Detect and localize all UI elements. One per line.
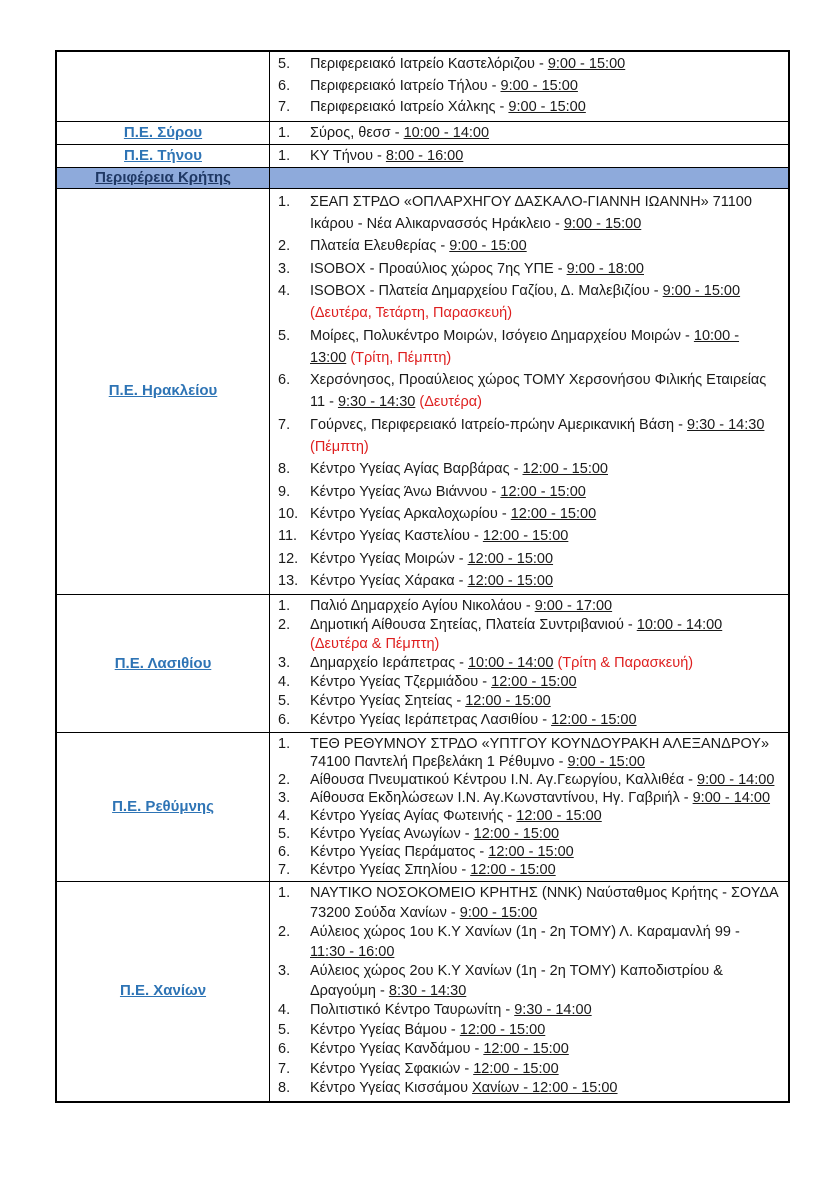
item-hours: 12:00 - 15:00 — [551, 712, 637, 729]
item-hours: 9:00 - 14:00 — [692, 790, 771, 807]
item-hours: 12:00 - 15:00 — [465, 693, 551, 710]
item-text — [310, 1079, 778, 1099]
item-number: 2. — [278, 617, 291, 634]
item-number: 6. — [278, 712, 291, 729]
item-days-note: (Πέμπτη) — [310, 439, 369, 456]
region-link[interactable]: Π.Ε. Τήνου — [124, 146, 202, 164]
item-number: 1. — [278, 885, 291, 902]
list-item — [278, 1060, 778, 1080]
item-hours: 12:00 - 15:00 — [510, 505, 597, 522]
item-location: Πλατεία Ελευθερίας - — [310, 238, 450, 255]
item-location: Χερσόνησος, Προαύλειος χώρος ΤΟΜΥ Χερσονήσου Φιλικής Εταιρείας 11 - — [310, 372, 767, 411]
item-number: 1. — [278, 193, 291, 210]
item-text — [310, 962, 778, 1001]
region-cell — [57, 52, 270, 121]
list-item — [278, 1040, 778, 1060]
item-hours: 10:00 - 13:00 — [310, 327, 740, 366]
item-text — [310, 325, 778, 370]
item-location: Κέντρο Υγείας Σπηλίου - — [310, 862, 471, 879]
list-item — [278, 597, 778, 616]
table-row — [57, 189, 788, 595]
item-text — [310, 884, 778, 923]
list-item — [278, 673, 778, 692]
item-hours: 9:00 - 15:00 — [459, 904, 538, 921]
item-location: Κέντρο Υγείας Αρκαλοχωρίου - — [310, 505, 511, 522]
item-number: 13. — [278, 572, 299, 589]
item-text — [310, 1001, 778, 1021]
item-location: Αίθουσα Πνευματικού Κέντρου Ι.Ν. Αγ.Γεωργίου, Καλλιθέα - — [310, 772, 698, 789]
item-hours: 12:00 - 15:00 — [473, 1060, 559, 1077]
item-location: ΚΥ Τήνου - — [310, 147, 386, 164]
item-location: Σύρος, θεσσ - — [310, 124, 404, 141]
list-item — [278, 692, 778, 711]
list-item — [278, 458, 778, 480]
list-item — [278, 771, 778, 789]
item-text — [310, 843, 778, 861]
item-text — [310, 807, 778, 825]
item-hours: 9:00 - 15:00 — [500, 77, 578, 94]
item-number: 4. — [278, 808, 291, 825]
list-item — [278, 923, 778, 962]
item-text — [310, 235, 778, 257]
item-number: 6. — [278, 1041, 291, 1058]
list-item — [278, 548, 778, 570]
items-cell — [270, 595, 788, 732]
table-row — [57, 145, 788, 168]
item-hours: 9:30 - 14:00 — [514, 1002, 592, 1019]
item-location: Κέντρο Υγείας Άνω Βιάννου - — [310, 483, 501, 500]
region-link[interactable]: Π.Ε. Λασιθίου — [114, 654, 212, 672]
list-item — [278, 414, 778, 459]
item-location: Δημοτική Αίθουσα Σητείας, Πλατεία Συντριβανιού - — [310, 617, 637, 634]
item-hours: 11:30 - 16:00 — [310, 943, 395, 960]
list-item — [278, 1001, 778, 1021]
item-number: 7. — [278, 862, 291, 879]
item-number: 4. — [278, 282, 291, 299]
item-location: ΤΕΘ ΡΕΘΥΜΝΟΥ ΣΤΡΔΟ «ΥΠΤΓΟΥ ΚΟΥΝΔΟΥΡΑΚΗ ΑΛΕΞΑΝΔΡΟΥ» 74100 Παντελή Πρεβελάκη 1 Ρέθυμνο - — [310, 736, 770, 771]
item-location: Κέντρο Υγείας Αγίας Φωτεινής - — [310, 808, 517, 825]
list-item — [278, 525, 778, 547]
item-number: 12. — [278, 550, 299, 567]
item-location: ΝΑΥΤΙΚΟ ΝΟΣΟΚΟΜΕΙΟ ΚΡΗΤΗΣ (ΝΝΚ) Ναύσταθμος Κρήτης - ΣΟΥΔΑ 73200 Σούδα Χανίων - — [310, 885, 778, 921]
item-text — [310, 654, 778, 673]
item-location: Κέντρο Υγείας Κανδάμου - — [310, 1041, 484, 1058]
item-text — [310, 711, 778, 730]
item-number: 7. — [278, 99, 291, 116]
item-number: 8. — [278, 1080, 291, 1097]
list-item — [278, 735, 778, 771]
item-text — [310, 414, 778, 459]
region-link[interactable]: Π.Ε. Ηρακλείου — [108, 382, 218, 400]
list-item — [278, 825, 778, 843]
list-item — [278, 235, 778, 257]
item-location: Κέντρο Υγείας Σφακιών - — [310, 1060, 474, 1077]
item-number: 4. — [278, 674, 291, 691]
item-hours: 9:00 - 15:00 — [567, 754, 645, 771]
list-item — [278, 789, 778, 807]
item-days-note: (Δευτέρα & Πέμπτη) — [310, 636, 440, 653]
list-item — [278, 570, 778, 592]
item-number: 4. — [278, 1002, 291, 1019]
list-item — [278, 962, 778, 1001]
item-hours: Χανίων - 12:00 - 15:00 — [472, 1080, 618, 1097]
list-item — [278, 481, 778, 503]
item-hours: 9:00 - 15:00 — [547, 56, 626, 72]
items-cell — [270, 122, 788, 144]
item-location: Αίθουσα Εκδηλώσεων Ι.Ν. Αγ.Κωνσταντίνου, Ηγ. Γαβριήλ - — [310, 790, 693, 807]
item-hours: 12:00 - 15:00 — [459, 1021, 546, 1038]
item-text — [310, 923, 778, 962]
item-location: Κέντρο Υγείας Ανωγίων - — [310, 826, 474, 843]
item-text — [310, 124, 778, 142]
items-cell — [270, 52, 788, 121]
item-location: Πολιτιστικό Κέντρο Ταυρωνίτη - — [310, 1002, 515, 1019]
list-item — [278, 97, 778, 119]
table-row — [57, 595, 788, 733]
item-hours: 12:00 - 15:00 — [467, 572, 554, 589]
item-text — [310, 548, 778, 570]
item-hours: 12:00 - 15:00 — [491, 674, 577, 691]
item-location: ΣΕΑΠ ΣΤΡΔΟ «ΟΠΛΑΡΧΗΓΟΥ ΔΑΣΚΑΛΟ-ΓΙΑΝΝΗ ΙΩΑΝΝΗ» 71100 Ικάρου - Νέα Αλικαρνασσός Ηράκλειο - — [310, 193, 752, 233]
list-item — [278, 654, 778, 673]
list-item — [278, 807, 778, 825]
item-location: Περιφερειακό Ιατρείο Χάλκης - — [310, 99, 509, 116]
item-days-note: (Τρίτη, Πέμπτη) — [346, 349, 452, 366]
items-cell — [270, 882, 788, 1101]
item-number: 7. — [278, 1060, 291, 1077]
region-link[interactable]: Π.Ε. Χανίων — [119, 982, 207, 1000]
item-text — [310, 481, 778, 503]
items-cell — [270, 189, 788, 594]
item-hours: 9:00 - 15:00 — [563, 216, 642, 233]
list-item — [278, 1079, 778, 1099]
item-hours: 10:00 - 14:00 — [467, 655, 554, 672]
item-location: Μοίρες, Πολυκέντρο Μοιρών, Ισόγειο Δημαρχείου Μοιρών - — [310, 327, 694, 344]
region-cell — [57, 168, 270, 188]
item-number: 2. — [278, 772, 291, 789]
item-text — [310, 597, 778, 616]
region-cell — [57, 189, 270, 594]
item-hours: 9:00 - 18:00 — [566, 260, 644, 277]
item-text — [310, 525, 778, 547]
item-number: 5. — [278, 693, 291, 710]
item-location: Κέντρο Υγείας Τζερμιάδου - — [310, 674, 492, 691]
table-row — [57, 122, 788, 145]
list-item — [278, 616, 778, 654]
list-item — [278, 124, 778, 142]
item-location: Αύλειος χώρος 2ου Κ.Υ Χανίων (1η - 2η ΤΟΜΥ) Καποδιστρίου & Δραγούμη - — [310, 963, 723, 999]
item-text — [310, 1040, 778, 1060]
section-header-label: Περιφέρεια Κρήτης — [95, 169, 231, 187]
item-location: Κέντρο Υγείας Καστελίου - — [310, 528, 483, 545]
item-number: 3. — [278, 655, 291, 672]
item-number: 3. — [278, 963, 291, 980]
list-item — [278, 325, 778, 370]
items-cell — [270, 145, 788, 167]
region-link[interactable]: Π.Ε. Ρεθύμνης — [112, 798, 214, 816]
list-item — [278, 76, 778, 98]
item-hours: 8:00 - 16:00 — [385, 147, 464, 164]
item-text — [310, 458, 778, 480]
item-location: Περιφερειακό Ιατρείο Τήλου - — [310, 77, 501, 94]
item-location: Κέντρο Υγείας Κισσάμου — [310, 1080, 473, 1097]
item-hours: 12:00 - 15:00 — [522, 461, 608, 478]
section-header-row — [57, 168, 788, 189]
item-number: 1. — [278, 124, 291, 141]
item-number: 5. — [278, 826, 291, 843]
item-number: 11. — [278, 528, 298, 545]
list-item — [278, 191, 778, 236]
item-number: 5. — [278, 1021, 291, 1038]
item-number: 6. — [278, 844, 291, 861]
item-location: Κέντρο Υγείας Αγίας Βαρβάρας - — [310, 461, 523, 478]
region-cell — [57, 122, 270, 144]
list-item — [278, 1021, 778, 1041]
region-cell — [57, 882, 270, 1101]
item-location: Κέντρο Υγείας Βάμου - — [310, 1021, 460, 1038]
region-cell — [57, 145, 270, 167]
list-item — [278, 843, 778, 861]
item-number: 2. — [278, 924, 291, 941]
item-number: 6. — [278, 77, 291, 94]
item-days-note: (Δευτέρα) — [415, 394, 482, 411]
item-text — [310, 369, 778, 414]
item-number: 5. — [278, 327, 291, 344]
item-hours: 12:00 - 15:00 — [488, 844, 574, 861]
item-location: Κέντρο Υγείας Μοιρών - — [310, 550, 468, 567]
item-location: Κέντρο Υγείας Σητείας - — [310, 693, 466, 710]
item-location: Κέντρο Υγείας Ιεράπετρας Λασιθίου - — [310, 712, 552, 729]
item-hours: 8:30 - 14:30 — [388, 982, 467, 999]
item-hours: 10:00 - 14:00 — [636, 617, 723, 634]
list-item — [278, 280, 778, 325]
table-row — [57, 882, 788, 1101]
item-text — [310, 1021, 778, 1041]
item-hours: 12:00 - 15:00 — [470, 862, 556, 879]
item-hours: 9:00 - 15:00 — [508, 99, 586, 116]
item-location: Αύλειος χώρος 1ου Κ.Υ Χανίων (1η - 2η ΤΟΜΥ) Λ. Καραμανλή 99 - — [310, 924, 740, 941]
list-item — [278, 369, 778, 414]
item-location: Γούρνες, Περιφερειακό Ιατρείο-πρώην Αμερικανική Βάση - — [310, 416, 688, 433]
item-days-note: (Δευτέρα, Τετάρτη, Παρασκευή) — [310, 305, 513, 322]
item-hours: 12:00 - 15:00 — [473, 826, 560, 843]
item-text — [310, 76, 778, 98]
list-item — [278, 147, 778, 165]
item-hours: 10:00 - 14:00 — [403, 124, 490, 141]
item-text — [310, 692, 778, 711]
regions-table — [55, 50, 790, 1103]
item-text — [310, 861, 778, 879]
item-hours: 9:00 - 14:00 — [697, 772, 775, 789]
list-item — [278, 861, 778, 879]
item-text — [310, 54, 778, 76]
item-text — [310, 1060, 778, 1080]
item-hours: 9:00 - 17:00 — [534, 598, 613, 615]
item-days-note: (Τρίτη & Παρασκευή) — [553, 655, 694, 672]
item-number: 1. — [278, 736, 291, 753]
item-number: 10. — [278, 505, 299, 522]
item-text — [310, 771, 778, 789]
item-number: 9. — [278, 483, 291, 500]
item-hours: 12:00 - 15:00 — [483, 1041, 569, 1058]
item-location: ISOBOX - Πλατεία Δημαρχείου Γαζίου, Δ. Μαλεβιζίου - — [310, 282, 663, 299]
item-location: Περιφερειακό Ιατρείο Καστελόριζου - — [310, 56, 548, 72]
item-number: 8. — [278, 461, 291, 478]
region-link[interactable]: Π.Ε. Σύρου — [123, 123, 203, 141]
list-item — [278, 884, 778, 923]
item-location: Παλιό Δημαρχείο Αγίου Νικολάου - — [310, 598, 535, 615]
item-number: 3. — [278, 260, 291, 277]
item-location: ISOBOX - Προαύλιος χώρος 7ης ΥΠΕ - — [310, 260, 567, 277]
item-number: 2. — [278, 238, 291, 255]
item-hours: 12:00 - 15:00 — [482, 528, 569, 545]
item-hours: 9:00 - 15:00 — [449, 238, 527, 255]
item-hours: 12:00 - 15:00 — [467, 550, 554, 567]
item-text — [310, 616, 778, 654]
items-cell — [270, 733, 788, 881]
items-cell — [270, 168, 788, 188]
region-cell — [57, 595, 270, 732]
item-number: 1. — [278, 598, 291, 615]
item-text — [310, 503, 778, 525]
list-item — [278, 54, 778, 76]
item-hours: 12:00 - 15:00 — [500, 483, 586, 500]
region-cell — [57, 733, 270, 881]
item-text — [310, 673, 778, 692]
item-text — [310, 789, 778, 807]
item-hours: 12:00 - 15:00 — [516, 808, 602, 825]
item-location: Δημαρχείο Ιεράπετρας - — [310, 655, 468, 672]
item-number: 3. — [278, 790, 291, 807]
item-text — [310, 97, 778, 119]
item-location: Κέντρο Υγείας Περάματος - — [310, 844, 489, 861]
list-item — [278, 711, 778, 730]
item-hours: 9:30 - 14:30 — [687, 416, 765, 433]
list-item — [278, 503, 778, 525]
item-number: 1. — [278, 147, 291, 164]
item-number: 7. — [278, 416, 291, 433]
item-text — [310, 280, 778, 325]
list-item — [278, 258, 778, 280]
item-text — [310, 191, 778, 236]
table-row — [57, 52, 788, 122]
item-text — [310, 258, 778, 280]
table-row — [57, 733, 788, 882]
item-location: Κέντρο Υγείας Χάρακα - — [310, 572, 468, 589]
item-text — [310, 735, 778, 771]
item-number: 5. — [278, 56, 291, 72]
item-hours: 9:00 - 15:00 — [662, 282, 741, 299]
item-number: 6. — [278, 372, 291, 389]
item-text — [310, 147, 778, 165]
item-text — [310, 570, 778, 592]
item-text — [310, 825, 778, 843]
item-hours: 9:30 - 14:30 — [337, 394, 416, 411]
